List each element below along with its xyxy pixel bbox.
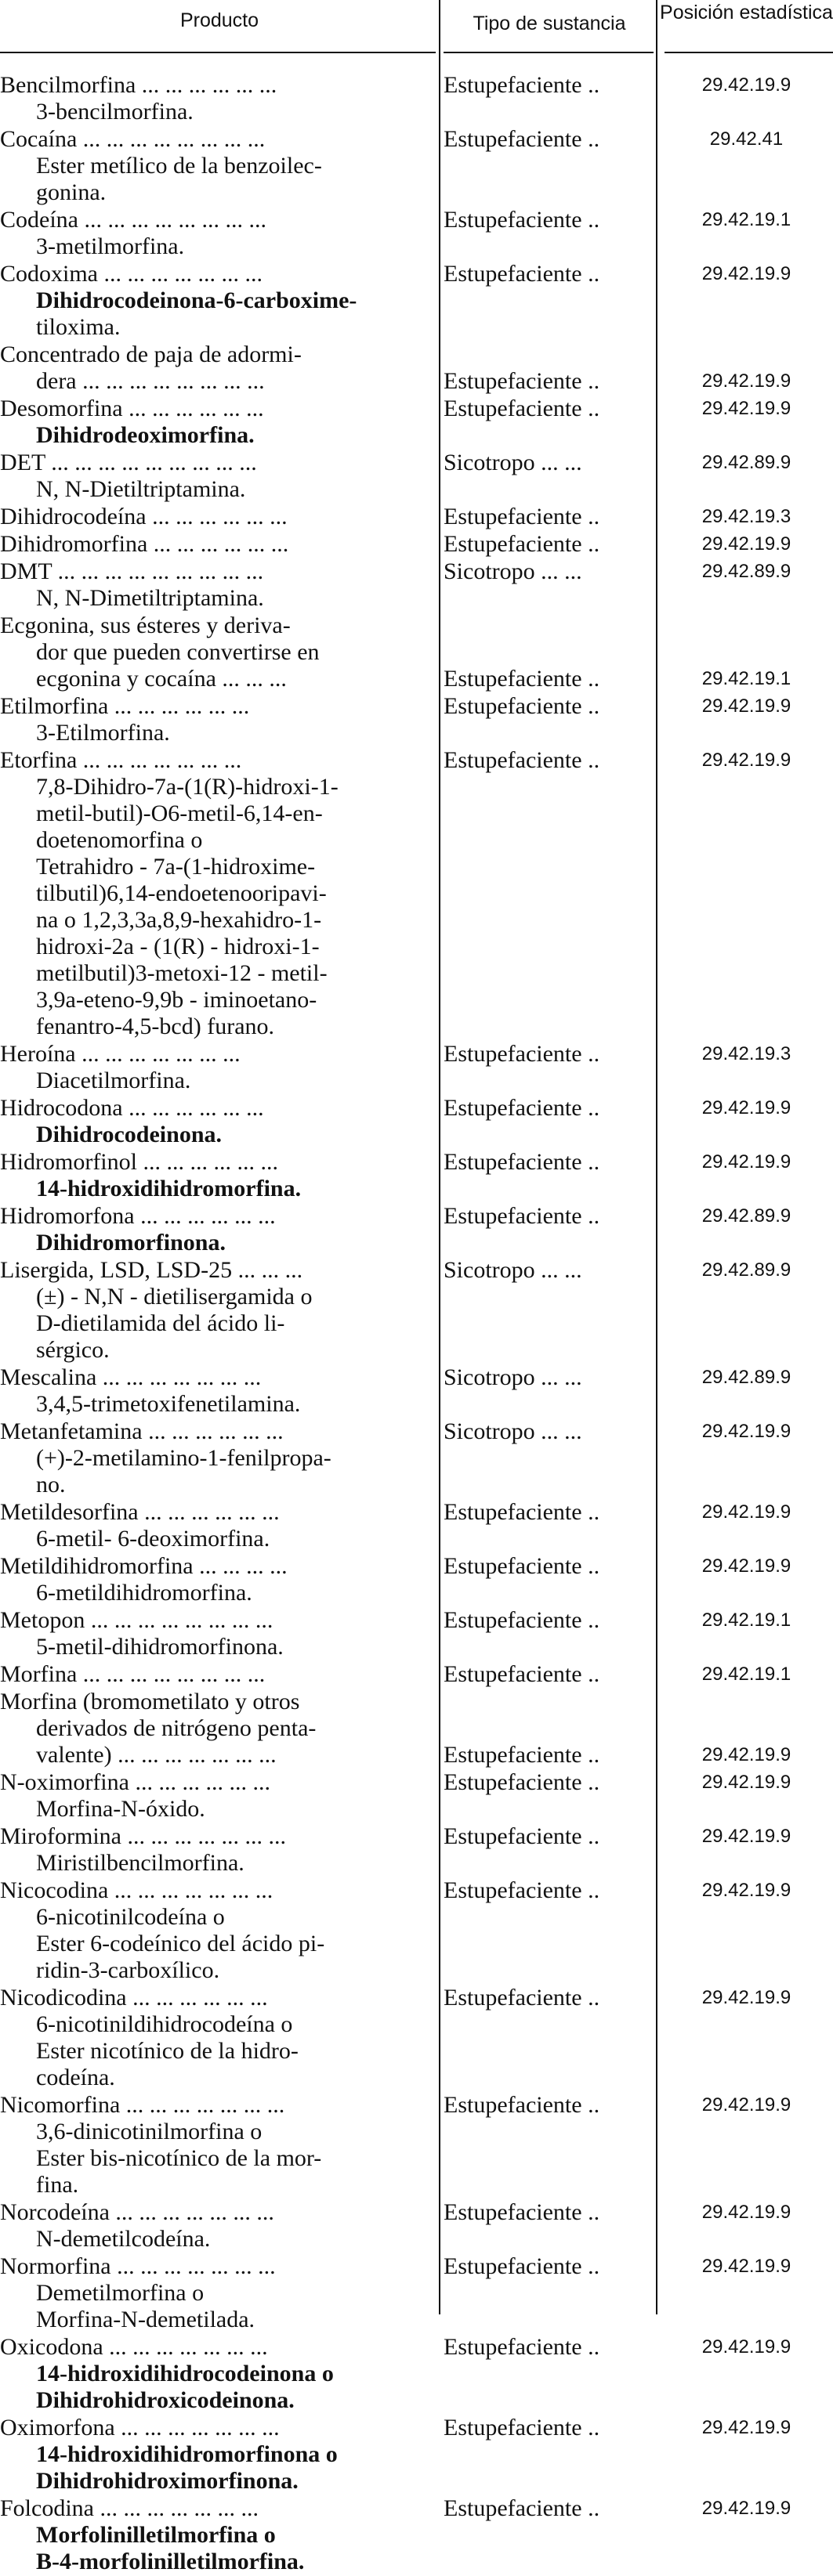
product-name: Nicomorfina ... ... ... ... ... ... ...: [0, 2092, 285, 2118]
table-row: [0, 612, 833, 693]
product-synonym: na o 1,2,3,3a,8,9-hexahidro-1-: [36, 907, 322, 933]
product-name: Hidromorfinol ... ... ... ... ... ...: [0, 1149, 278, 1175]
product-cell: [0, 1985, 436, 2091]
product-synonym: Dihidrocodeinona-6-carboxime-: [36, 287, 357, 313]
statistical-position: 29.42.19.9: [701, 1501, 791, 1523]
substance-type: Estupefaciente ..: [444, 2253, 600, 2279]
product-name: Lisergida, LSD, LSD-25 ... ... ...: [0, 1257, 303, 1283]
table-row: [0, 2092, 833, 2199]
header-rule: [444, 52, 654, 53]
table-row: [0, 1877, 833, 1985]
header-producto: Producto: [179, 9, 259, 31]
product-cell: [0, 1607, 436, 1660]
table-row: [0, 1823, 833, 1877]
table-row: [0, 1689, 833, 1769]
product-cell: [0, 2334, 436, 2414]
product-synonym: 6-nicotinildihidrocodeína o: [36, 2011, 293, 2037]
product-name: Metanfetamina ... ... ... ... ... ...: [0, 1418, 284, 1444]
product-cell: [0, 450, 436, 503]
substance-type: Estupefaciente ..: [444, 1769, 600, 1795]
product-cell: [0, 1257, 436, 1364]
statistical-position: 29.42.19.9: [701, 533, 791, 555]
statistical-position: 29.42.19.9: [701, 2256, 791, 2277]
product-cell: [0, 693, 436, 746]
statistical-position: 29.42.19.9: [701, 1555, 791, 1577]
substance-type: Estupefaciente ..: [444, 2495, 600, 2521]
statistical-position: 29.42.89.9: [701, 561, 791, 582]
table-row: [0, 450, 833, 504]
product-synonym: codeína.: [36, 2065, 115, 2090]
product-name: Norcodeína ... ... ... ... ... ... ...: [0, 2199, 274, 2225]
header-posicion: Posición estadística: [660, 2, 833, 23]
product-synonym: 3-Etilmorfina.: [36, 720, 170, 746]
substance-type: Estupefaciente ..: [444, 1661, 600, 1687]
product-name: Oximorfona ... ... ... ... ... ... ...: [0, 2415, 280, 2441]
substance-table: [0, 72, 833, 2576]
statistical-position: 29.42.19.1: [701, 1610, 791, 1631]
product-synonym: Ester 6-codeínico del ácido pi-: [36, 1931, 325, 1956]
product-cell: [0, 1553, 436, 1606]
product-synonym: metilbutil)3-metoxi-12 - metil-: [36, 960, 328, 986]
product-cell: [0, 207, 436, 260]
product-synonym: doetenomorfina o: [36, 827, 203, 853]
product-synonym: Diacetilmorfina.: [36, 1068, 191, 1093]
statistical-position: 29.42.19.3: [701, 506, 791, 527]
product-synonym: hidroxi-2a - (1(R) - hidroxi-1-: [36, 934, 320, 959]
statistical-position: 29.42.19.1: [701, 668, 791, 689]
table-row: [0, 1769, 833, 1823]
header-rule: [0, 52, 436, 53]
substance-type: Sicotropo ... ...: [444, 558, 582, 584]
product-cell: [0, 1203, 436, 1256]
statistical-position: 29.42.41: [709, 128, 784, 150]
product-synonym: B-4-morfolinilletilmorfina.: [36, 2549, 305, 2574]
product-name: Etilmorfina ... ... ... ... ... ...: [0, 693, 250, 719]
product-cell: [0, 1661, 436, 1688]
product-name: Dihidromorfina ... ... ... ... ... ...: [0, 531, 289, 557]
statistical-position: 29.42.89.9: [701, 1367, 791, 1388]
table-row: [0, 558, 833, 612]
statistical-position: 29.42.19.9: [701, 370, 791, 392]
product-cell: [0, 1095, 436, 1148]
statistical-position: 29.42.19.9: [701, 1772, 791, 1793]
table-row: [0, 207, 833, 261]
product-synonym: D-dietilamida del ácido li-: [36, 1310, 285, 1336]
table-row: [0, 1364, 833, 1418]
table-row: [0, 1041, 833, 1095]
substance-type: Estupefaciente ..: [444, 693, 600, 719]
statistical-position: 29.42.19.9: [701, 1880, 791, 1901]
statistical-position: 29.42.19.3: [701, 1043, 791, 1064]
product-synonym: (±) - N,N - dietilisergamida o: [36, 1284, 313, 1310]
product-cell: [0, 1418, 436, 1498]
product-name: DET ... ... ... ... ... ... ... ... ...: [0, 450, 257, 475]
table-row: [0, 2334, 833, 2415]
statistical-position: 29.42.19.9: [701, 1987, 791, 2008]
product-name: Metildesorfina ... ... ... ... ... ...: [0, 1499, 280, 1525]
product-synonym: 6-metildihidromorfina.: [36, 1580, 252, 1606]
substance-type: Estupefaciente ..: [444, 1041, 600, 1067]
product-synonym: derivados de nitrógeno penta-: [36, 1715, 317, 1741]
header-rule: [665, 52, 833, 53]
product-name: Oxicodona ... ... ... ... ... ... ...: [0, 2334, 268, 2360]
product-name: Nicocodina ... ... ... ... ... ... ...: [0, 1877, 273, 1903]
substance-type: Sicotropo ... ...: [444, 1364, 582, 1390]
table-row: [0, 1985, 833, 2092]
product-cell: [0, 261, 436, 341]
substance-type: Estupefaciente ..: [444, 72, 600, 98]
product-name: Folcodina ... ... ... ... ... ... ...: [0, 2495, 259, 2521]
substance-type: Estupefaciente ..: [444, 1742, 600, 1768]
table-row: [0, 126, 833, 207]
substance-type: Estupefaciente ..: [444, 531, 600, 557]
product-name: Bencilmorfina ... ... ... ... ... ...: [0, 72, 277, 98]
substance-type: Estupefaciente ..: [444, 368, 600, 394]
statistical-position: 29.42.19.9: [701, 1097, 791, 1118]
product-name: Codeína ... ... ... ... ... ... ... ...: [0, 207, 266, 233]
product-synonym: valente) ... ... ... ... ... ... ...: [36, 1742, 277, 1768]
table-row: [0, 2415, 833, 2495]
product-cell: [0, 531, 436, 558]
substance-type: Estupefaciente ..: [444, 1607, 600, 1633]
product-cell: [0, 1149, 436, 1202]
table-row: [0, 1661, 833, 1689]
product-synonym: 3-metilmorfina.: [36, 233, 185, 259]
product-synonym: fina.: [36, 2172, 79, 2198]
substance-type: Estupefaciente ..: [444, 207, 600, 233]
product-cell: [0, 1877, 436, 1984]
statistical-position: 29.42.89.9: [701, 1259, 791, 1281]
product-synonym: Morfolinilletilmorfina o: [36, 2522, 276, 2548]
substance-type: Estupefaciente ..: [444, 2092, 600, 2118]
statistical-position: 29.42.19.9: [701, 750, 791, 771]
product-synonym: tiloxima.: [36, 314, 121, 340]
product-cell: [0, 1823, 436, 1877]
table-row: [0, 1149, 833, 1203]
substance-type: Estupefaciente ..: [444, 1095, 600, 1121]
table-header: [0, 0, 833, 52]
substance-type: Estupefaciente ..: [444, 747, 600, 773]
product-synonym: 14-hidroxidihidrocodeinona o: [36, 2361, 334, 2386]
product-name: Morfina ... ... ... ... ... ... ... ...: [0, 1661, 266, 1687]
table-row: [0, 2495, 833, 2576]
product-name: Ecgonina, sus ésteres y deriva-: [0, 612, 291, 638]
product-synonym: ecgonina y cocaína ... ... ...: [36, 666, 287, 692]
substance-type: Estupefaciente ..: [444, 2415, 600, 2441]
product-synonym: Morfina-N-óxido.: [36, 1796, 205, 1822]
product-name: Codoxima ... ... ... ... ... ... ...: [0, 261, 263, 287]
product-synonym: 5-metil-dihidromorfinona.: [36, 1634, 284, 1660]
product-name: Etorfina ... ... ... ... ... ... ...: [0, 747, 242, 773]
substance-type: Estupefaciente ..: [444, 2199, 600, 2225]
product-name: Nicodicodina ... ... ... ... ... ...: [0, 1985, 268, 2011]
substance-type: Estupefaciente ..: [444, 1203, 600, 1229]
product-synonym: Miristilbencilmorfina.: [36, 1850, 244, 1876]
statistical-position: 29.42.19.9: [701, 2202, 791, 2223]
product-cell: [0, 2495, 436, 2575]
product-cell: [0, 1689, 436, 1769]
statistical-position: 29.42.19.9: [701, 1826, 791, 1847]
product-synonym: 14-hidroxidihidromorfina.: [36, 1176, 302, 1201]
product-synonym: 7,8-Dihidro-7a-(1(R)-hidroxi-1-: [36, 774, 339, 800]
table-row: [0, 693, 833, 747]
product-synonym: no.: [36, 1472, 66, 1498]
product-cell: [0, 504, 436, 530]
product-name: Dihidrocodeína ... ... ... ... ... ...: [0, 504, 288, 529]
statistical-position: 29.42.19.9: [701, 74, 791, 96]
product-cell: [0, 2092, 436, 2198]
substance-type: Estupefaciente ..: [444, 1985, 600, 2011]
product-name: Cocaína ... ... ... ... ... ... ... ...: [0, 126, 266, 152]
product-cell: [0, 1769, 436, 1823]
product-cell: [0, 558, 436, 612]
product-name: Heroína ... ... ... ... ... ... ...: [0, 1041, 241, 1067]
product-synonym: metil-butil)-O6-metil-6,14-en-: [36, 800, 323, 826]
product-synonym: sérgico.: [36, 1337, 110, 1363]
product-synonym: 14-hidroxidihidromorfinona o: [36, 2441, 338, 2467]
product-synonym: N, N-Dimetiltriptamina.: [36, 585, 264, 611]
substance-type: Sicotropo ... ...: [444, 1257, 582, 1283]
product-cell: [0, 341, 436, 395]
product-synonym: dera ... ... ... ... ... ... ... ...: [36, 368, 265, 394]
table-row: [0, 396, 833, 450]
product-cell: [0, 747, 436, 1040]
product-synonym: N, N-Dietiltriptamina.: [36, 476, 246, 502]
product-synonym: Dihidrodeoximorfina.: [36, 422, 255, 448]
product-synonym: ridin-3-carboxílico.: [36, 1957, 220, 1983]
product-synonym: Dihidrohidroxicodeinona.: [36, 2387, 295, 2413]
table-row: [0, 1203, 833, 1257]
table-row: [0, 261, 833, 341]
table-row: [0, 531, 833, 558]
product-synonym: N-demetilcodeína.: [36, 2226, 211, 2252]
substance-type: Estupefaciente ..: [444, 1499, 600, 1525]
product-cell: [0, 126, 436, 206]
statistical-position: 29.42.19.9: [701, 1151, 791, 1172]
statistical-position: 29.42.19.1: [701, 209, 791, 230]
statistical-position: 29.42.89.9: [701, 1205, 791, 1227]
product-cell: [0, 1499, 436, 1552]
product-name: DMT ... ... ... ... ... ... ... ... ...: [0, 558, 264, 584]
product-name: N-oximorfina ... ... ... ... ... ...: [0, 1769, 270, 1795]
table-row: [0, 747, 833, 1041]
product-name: Desomorfina ... ... ... ... ... ...: [0, 396, 264, 421]
header-tipo: Tipo de sustancia: [473, 13, 626, 34]
statistical-position: 29.42.19.9: [701, 2336, 791, 2357]
product-synonym: Morfina-N-demetilada.: [36, 2307, 255, 2332]
substance-type: Estupefaciente ..: [444, 261, 600, 287]
product-synonym: 3-bencilmorfina.: [36, 99, 194, 125]
product-synonym: 3,9a-eteno-9,9b - iminoetano-: [36, 987, 317, 1013]
product-synonym: Tetrahidro - 7a-(1-hidroxime-: [36, 854, 316, 880]
statistical-position: 29.42.19.9: [701, 2417, 791, 2438]
table-row: [0, 1257, 833, 1364]
substance-type: Estupefaciente ..: [444, 396, 600, 421]
product-name: Concentrado de paja de adormi-: [0, 341, 302, 367]
product-cell: [0, 2415, 436, 2495]
statistical-position: 29.42.19.9: [701, 2094, 791, 2115]
product-synonym: 3,6-dinicotinilmorfina o: [36, 2119, 263, 2144]
product-cell: [0, 1041, 436, 1094]
product-name: Miroformina ... ... ... ... ... ... ...: [0, 1823, 286, 1849]
product-synonym: Ester nicotínico de la hidro-: [36, 2038, 299, 2064]
table-row: [0, 1607, 833, 1661]
product-synonym: Ester metílico de la benzoilec-: [36, 153, 322, 179]
product-synonym: Ester bis-nicotínico de la mor-: [36, 2145, 322, 2171]
statistical-position: 29.42.19.9: [701, 695, 791, 717]
substance-type: Estupefaciente ..: [444, 1149, 600, 1175]
product-name: Morfina (bromometilato y otros: [0, 1689, 300, 1714]
table-row: [0, 1553, 833, 1607]
table-row: [0, 341, 833, 396]
table-row: [0, 1095, 833, 1149]
substance-type: Estupefaciente ..: [444, 666, 600, 692]
substance-type: Sicotropo ... ...: [444, 1418, 582, 1444]
product-synonym: tilbutil)6,14-endoetenooripavi-: [36, 880, 327, 906]
substance-type: Estupefaciente ..: [444, 504, 600, 529]
statistical-position: 29.42.19.9: [701, 2498, 791, 2519]
product-synonym: (+)-2-metilamino-1-fenilpropa-: [36, 1445, 331, 1471]
product-name: Hidrocodona ... ... ... ... ... ...: [0, 1095, 264, 1121]
table-row: [0, 504, 833, 531]
product-name: Metildihidromorfina ... ... ... ...: [0, 1553, 288, 1579]
table-row: [0, 2199, 833, 2253]
product-synonym: 6-nicotinilcodeína o: [36, 1904, 225, 1930]
table-row: [0, 72, 833, 126]
statistical-position: 29.42.89.9: [701, 452, 791, 473]
table-row: [0, 1499, 833, 1553]
substance-type: Estupefaciente ..: [444, 2334, 600, 2360]
product-cell: [0, 2199, 436, 2253]
product-synonym: gonina.: [36, 179, 107, 205]
product-cell: [0, 1364, 436, 1418]
substance-type: Sicotropo ... ...: [444, 450, 582, 475]
table-row: [0, 2253, 833, 2334]
statistical-position: 29.42.19.9: [701, 263, 791, 284]
statistical-position: 29.42.19.1: [701, 1664, 791, 1685]
product-cell: [0, 72, 436, 125]
product-synonym: 3,4,5-trimetoxifenetilamina.: [36, 1391, 301, 1417]
product-name: Hidromorfona ... ... ... ... ... ...: [0, 1203, 276, 1229]
product-name: Normorfina ... ... ... ... ... ... ...: [0, 2253, 276, 2279]
product-synonym: 6-metil- 6-deoximorfina.: [36, 1526, 270, 1552]
product-cell: [0, 2253, 436, 2333]
product-synonym: Dihidromorfinona.: [36, 1230, 226, 1255]
product-name: Metopon ... ... ... ... ... ... ... ...: [0, 1607, 273, 1633]
product-synonym: Dihidrocodeinona.: [36, 1122, 222, 1147]
product-synonym: Dihidrohidroximorfinona.: [36, 2468, 299, 2494]
substance-type: Estupefaciente ..: [444, 126, 600, 152]
table-row: [0, 1418, 833, 1499]
product-cell: [0, 396, 436, 449]
product-synonym: dor que pueden convertirse en: [36, 639, 320, 665]
statistical-position: 29.42.19.9: [701, 1744, 791, 1765]
statistical-position: 29.42.19.9: [701, 398, 791, 419]
substance-type: Estupefaciente ..: [444, 1823, 600, 1849]
product-name: Mescalina ... ... ... ... ... ... ...: [0, 1364, 262, 1390]
statistical-position: 29.42.19.9: [701, 1421, 791, 1442]
product-synonym: fenantro-4,5-bcd) furano.: [36, 1013, 275, 1039]
product-synonym: Demetilmorfina o: [36, 2280, 205, 2306]
substance-type: Estupefaciente ..: [444, 1553, 600, 1579]
product-cell: [0, 612, 436, 692]
substance-type: Estupefaciente ..: [444, 1877, 600, 1903]
